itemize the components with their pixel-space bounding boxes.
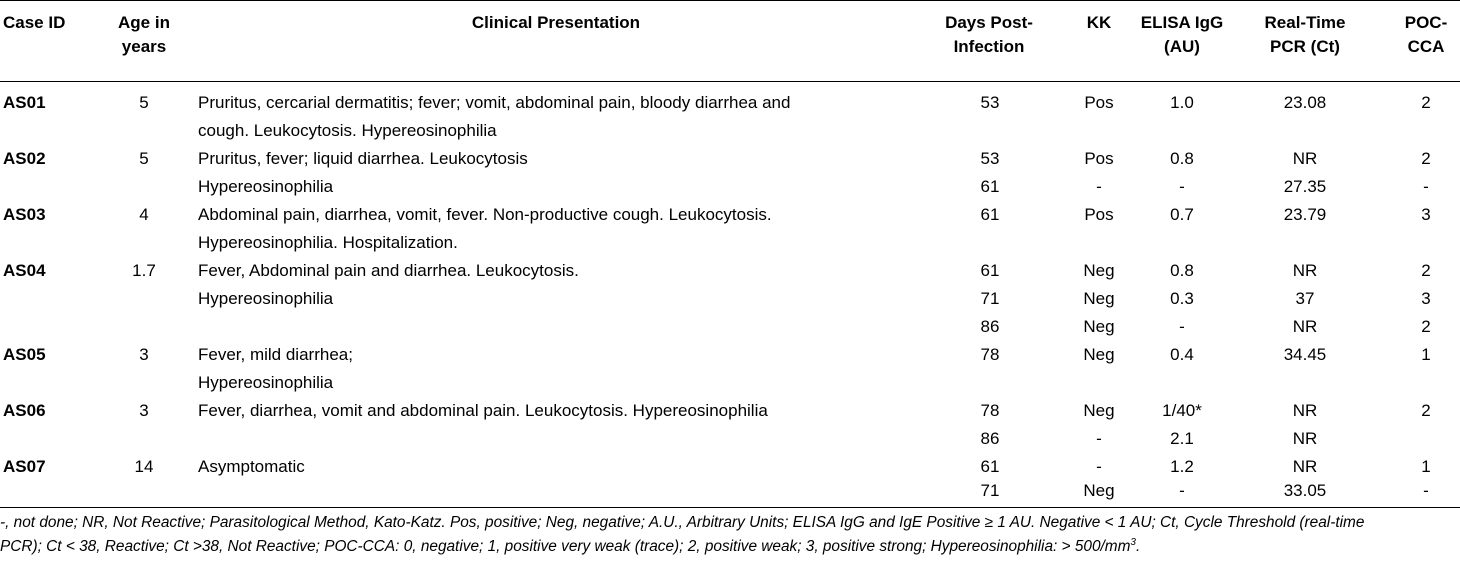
header-kk: KK (1086, 13, 1112, 32)
age-as05: 3 (139, 345, 149, 364)
days-as03-1: 61 (980, 205, 1000, 224)
clinical-as06-line1: Fever, diarrhea, vomit and abdominal pain. Leukocytosis. Hypereosinophilia (198, 401, 768, 420)
pcr-as02-2: 27.35 (1283, 177, 1327, 196)
poc-as07-1: 1 (1421, 457, 1431, 476)
header-poc-cca: POC- CCA (1404, 13, 1448, 56)
elisa-as02-2: - (1179, 177, 1185, 196)
kk-as01-1: Pos (1084, 93, 1114, 112)
pcr-as02-1: NR (1292, 149, 1318, 168)
clinical-as07-line1: Asymptomatic (198, 457, 305, 476)
clinical-as02-line2: Hypereosinophilia (198, 177, 334, 196)
elisa-as03-1: 0.7 (1170, 205, 1194, 224)
table-footnote (0, 511, 1460, 559)
elisa-as04-1: 0.8 (1170, 261, 1194, 280)
poc-as04-3: 2 (1421, 317, 1431, 336)
case-id-as02: AS02 (3, 149, 46, 168)
pcr-as06-2: NR (1292, 429, 1318, 448)
header-case-id: Case ID (3, 13, 66, 32)
poc-as02-2: - (1423, 177, 1429, 196)
days-as02-1: 53 (980, 149, 1000, 168)
poc-as05-1: 1 (1421, 345, 1431, 364)
elisa-as07-2: - (1179, 481, 1185, 500)
elisa-as04-3: - (1179, 317, 1185, 336)
pcr-as06-1: NR (1292, 401, 1318, 420)
header-days-post-infection: Days Post- Infection (945, 13, 1033, 56)
elisa-as06-2: 2.1 (1170, 429, 1194, 448)
days-as04-1: 61 (980, 261, 1000, 280)
days-as04-3: 86 (980, 317, 1000, 336)
kk-as02-2: - (1096, 177, 1102, 196)
table-bottom-rule (0, 507, 1460, 508)
clinical-as02-line1: Pruritus, fever; liquid diarrhea. Leukocytosis (198, 149, 528, 168)
pcr-as07-1: NR (1292, 457, 1318, 476)
pcr-as04-1: NR (1292, 261, 1318, 280)
clinical-as01-line2: cough. Leukocytosis. Hypereosinophilia (198, 121, 497, 140)
poc-as01-1: 2 (1421, 93, 1431, 112)
elisa-as06-1: 1/40* (1162, 401, 1202, 420)
case-id-as07: AS07 (3, 457, 46, 476)
days-as01-1: 53 (980, 93, 1000, 112)
kk-as06-2: - (1096, 429, 1102, 448)
case-id-as06: AS06 (3, 401, 46, 420)
kk-as07-2: Neg (1083, 481, 1115, 500)
days-as04-2: 71 (980, 289, 1000, 308)
clinical-as01-line1: Pruritus, cercarial dermatitis; fever; vomit, abdominal pain, bloody diarrhea and (198, 93, 791, 112)
elisa-as05-1: 0.4 (1170, 345, 1194, 364)
pcr-as04-2: 37 (1295, 289, 1315, 308)
elisa-as04-2: 0.3 (1170, 289, 1194, 308)
poc-as02-1: 2 (1421, 149, 1431, 168)
days-as06-1: 78 (980, 401, 1000, 420)
days-as06-2: 86 (980, 429, 1000, 448)
poc-as04-2: 3 (1421, 289, 1431, 308)
header-real-time-pcr: Real-Time PCR (Ct) (1264, 13, 1346, 56)
table-top-rule (0, 0, 1460, 1)
clinical-as05-line1: Fever, mild diarrhea; (198, 345, 353, 364)
poc-as06-1: 2 (1421, 401, 1431, 420)
age-as04: 1.7 (132, 261, 156, 280)
case-id-as01: AS01 (3, 93, 46, 112)
elisa-as07-1: 1.2 (1170, 457, 1194, 476)
pcr-as07-2: 33.05 (1283, 481, 1327, 500)
kk-as04-3: Neg (1083, 317, 1115, 336)
header-elisa-igg: ELISA IgG (AU) (1140, 13, 1224, 56)
kk-as06-1: Neg (1083, 401, 1115, 420)
elisa-as02-1: 0.8 (1170, 149, 1194, 168)
poc-as03-1: 3 (1421, 205, 1431, 224)
age-as06: 3 (139, 401, 149, 420)
days-as07-1: 61 (980, 457, 1000, 476)
age-as02: 5 (139, 149, 149, 168)
pcr-as04-3: NR (1292, 317, 1318, 336)
pcr-as03-1: 23.79 (1283, 205, 1327, 224)
age-as01: 5 (139, 93, 149, 112)
days-as05-1: 78 (980, 345, 1000, 364)
header-age: Age in years (118, 13, 170, 56)
age-as03: 4 (139, 205, 149, 224)
pcr-as01-1: 23.08 (1283, 93, 1327, 112)
kk-as05-1: Neg (1083, 345, 1115, 364)
case-id-as03: AS03 (3, 205, 46, 224)
header-clinical-presentation: Clinical Presentation (471, 13, 641, 32)
pcr-as05-1: 34.45 (1283, 345, 1327, 364)
kk-as07-1: - (1096, 457, 1102, 476)
header-rule (0, 81, 1460, 82)
clinical-as04-line1: Fever, Abdominal pain and diarrhea. Leukocytosis. (198, 261, 579, 280)
kk-as04-2: Neg (1083, 289, 1115, 308)
poc-as07-2: - (1423, 481, 1429, 500)
elisa-as01-1: 1.0 (1170, 93, 1194, 112)
clinical-as04-line2: Hypereosinophilia (198, 289, 334, 308)
age-as07: 14 (134, 457, 154, 476)
case-id-as05: AS05 (3, 345, 46, 364)
kk-as03-1: Pos (1084, 205, 1114, 224)
footnote-line-2: PCR); Ct < 38, Reactive; Ct >38, Not Reactive; POC-CCA: 0, negative; 1, positive very weak (trace); 2, positive weak; 3, positive strong; Hypereosinophilia: > $500/mm^3$. (0, 536, 1141, 555)
clinical-as05-line2: Hypereosinophilia (198, 373, 334, 392)
clinical-as03-line1: Abdominal pain, diarrhea, vomit, fever. Non-productive cough. Leukocytosis. (198, 205, 772, 224)
footnote-superscript: 3 (1130, 536, 1136, 548)
clinical-as03-line2: Hypereosinophilia. Hospitalization. (198, 233, 458, 252)
case-id-as04: AS04 (3, 261, 46, 280)
kk-as04-1: Neg (1083, 261, 1115, 280)
days-as07-2: 71 (980, 481, 1000, 500)
poc-as04-1: 2 (1421, 261, 1431, 280)
footnote-line-1: -, not done; NR, Not Reactive; Parasitological Method, Kato-Katz. Pos, positive; Neg, negative; A.U., Arbitrary Units; ELISA IgG and IgE Positive ≥ 1 AU. Negative < 1 AU; Ct, Cycle Threshold (real-time (0, 514, 1365, 531)
days-as02-2: 61 (980, 177, 1000, 196)
kk-as02-1: Pos (1084, 149, 1114, 168)
